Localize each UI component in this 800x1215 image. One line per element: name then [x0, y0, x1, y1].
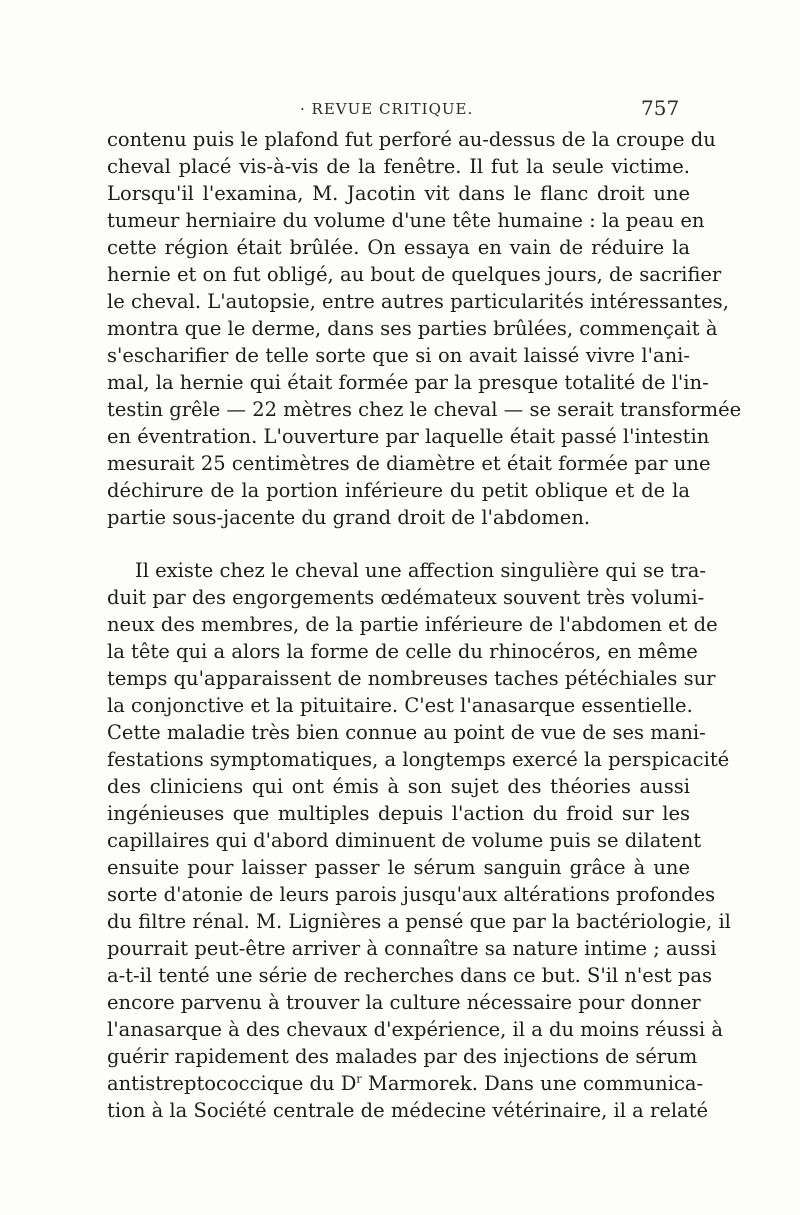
- superscript: r: [356, 1072, 362, 1086]
- text-line-with-superscript: [107, 1070, 704, 1097]
- text-line: sorte d'atonie de leurs parois jusqu'aux altérations profondes: [107, 883, 716, 906]
- text-line: déchirure de la portion inférieure du petit oblique et de la: [107, 479, 690, 502]
- text-line: mesurait 25 centimètres de diamètre et était formée par une: [107, 452, 711, 475]
- text-line: neux des membres, de la partie inférieure de l'abdomen et de: [107, 613, 718, 636]
- text-line: cette région était brûlée. On essaya en vain de réduire la: [107, 236, 690, 259]
- text-line: testin grêle — 22 mètres chez le cheval — se serait transformée: [107, 398, 742, 421]
- text-line: duit par des engorgements œdémateux souvent très volumi-: [107, 586, 705, 609]
- text-line: la tête qui a alors la forme de celle du rhinocéros, en même: [107, 640, 698, 663]
- text-line: du filtre rénal. M. Lignières a pensé que par la bactériologie, il: [107, 910, 731, 933]
- text-line: en éventration. L'ouverture par laquelle était passé l'intestin: [107, 425, 710, 448]
- text-line: s'escharifier de telle sorte que si on avait laissé vivre l'ani-: [107, 344, 690, 367]
- text-line: ingénieuses que multiples depuis l'action du froid sur les: [107, 802, 690, 825]
- text-line: Cette maladie très bien connue au point de vue de ses mani-: [107, 721, 706, 744]
- text-line: temps qu'apparaissent de nombreuses taches pétéchiales sur: [107, 667, 716, 690]
- text-line: le cheval. L'autopsie, entre autres particularités intéressantes,: [107, 290, 729, 313]
- text-line: mal, la hernie qui était formée par la presque totalité de l'in-: [107, 371, 709, 394]
- text-line: l'anasarque à des chevaux d'expérience, il a du moins réussi à: [107, 1018, 723, 1041]
- paragraph-gap: [107, 531, 690, 557]
- text-line: pourrait peut-être arriver à connaître sa nature intime ; aussi: [107, 937, 717, 960]
- text-line: Lorsqu'il l'examina, M. Jacotin vit dans le flanc droit une: [107, 182, 690, 205]
- text-line: festations symptomatiques, a longtemps exercé la perspicacité: [107, 748, 730, 771]
- text-line: guérir rapidement des malades par des injections de sérum: [107, 1045, 698, 1068]
- text-line: tion à la Société centrale de médecine vétérinaire, il a relaté: [107, 1099, 709, 1122]
- text-line: cheval placé vis-à-vis de la fenêtre. Il fut la seule victime.: [107, 155, 690, 178]
- text-run: antistreptococcique du D: [107, 1072, 357, 1095]
- page-number: 757: [641, 96, 680, 120]
- text-line: contenu puis le plafond fut perforé au-dessus de la croupe du: [107, 128, 716, 151]
- text-line: ensuite pour laisser passer le sérum sanguin grâce à une: [107, 856, 690, 879]
- text-line: partie sous-jacente du grand droit de l'abdomen.: [107, 506, 591, 529]
- text-run: Marmorek. Dans une communica-: [361, 1072, 704, 1095]
- running-head: · REVUE CRITIQUE.: [300, 100, 474, 118]
- text-line: encore parvenu à trouver la culture nécessaire pour donner: [107, 991, 701, 1014]
- text-line: Il existe chez le cheval une affection singulière qui se tra-: [135, 559, 706, 582]
- text-line: a-t-il tenté une série de recherches dans ce but. S'il n'est pas: [107, 964, 712, 987]
- text-line: la conjonctive et la pituitaire. C'est l'anasarque essentielle.: [107, 694, 693, 717]
- text-line: des cliniciens qui ont émis à son sujet des théories aussi: [107, 775, 690, 798]
- text-line: tumeur herniaire du volume d'une tête humaine : la peau en: [107, 209, 705, 232]
- text-line: hernie et on fut obligé, au bout de quelques jours, de sacrifier: [107, 263, 722, 286]
- text-line: montra que le derme, dans ses parties brûlées, commençait à: [107, 317, 718, 340]
- text-line: capillaires qui d'abord diminuent de volume puis se dilatent: [107, 829, 702, 852]
- body-text: [107, 126, 742, 1124]
